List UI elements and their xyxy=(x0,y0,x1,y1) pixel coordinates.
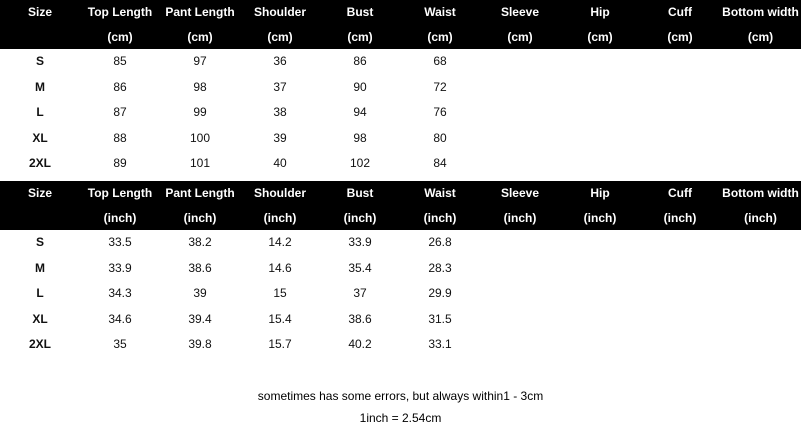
header-hip: Hip xyxy=(590,5,610,19)
cell-hip xyxy=(560,151,640,177)
cell-bottom-width xyxy=(720,151,801,177)
cell-top-length: 34.6 xyxy=(108,311,132,326)
table-row xyxy=(0,151,801,177)
cell-shoulder: 15.4 xyxy=(268,311,292,326)
cell-hip xyxy=(560,281,640,307)
cell-size: L xyxy=(36,105,44,119)
cell-pant-length: 39.8 xyxy=(188,337,212,351)
cell-size: S xyxy=(35,235,44,249)
header-size: Size xyxy=(27,5,52,19)
cell-bottom-width xyxy=(720,126,801,152)
table-row xyxy=(0,307,801,333)
cell-bottom-width xyxy=(720,332,801,358)
cell-bust: 37 xyxy=(353,286,367,300)
cell-waist: 26.8 xyxy=(428,235,452,249)
cell-pant-length: 98 xyxy=(193,79,207,94)
header-row xyxy=(0,181,801,206)
unit-bust: (cm) xyxy=(347,29,373,44)
unit-bottom-width: (cm) xyxy=(747,29,774,44)
cell-bottom-width xyxy=(720,75,801,101)
cell-cuff xyxy=(640,126,720,152)
cell-shoulder: 15 xyxy=(273,286,287,300)
unit-size xyxy=(0,25,80,50)
cell-sleeve xyxy=(480,151,560,177)
header-cuff: Cuff xyxy=(668,186,692,200)
header-sleeve: Sleeve xyxy=(500,5,540,19)
cell-cuff xyxy=(640,281,720,307)
unit-cuff: (inch) xyxy=(663,210,697,225)
cell-sleeve xyxy=(480,307,560,333)
unit-bottom-width: (inch) xyxy=(744,210,777,225)
cell-bust: 94 xyxy=(353,105,367,119)
table-row xyxy=(0,281,801,307)
cell-top-length: 33.9 xyxy=(108,260,132,275)
cell-cuff xyxy=(640,307,720,333)
header-shoulder: Shoulder xyxy=(253,186,306,200)
cell-size: 2XL xyxy=(28,337,51,351)
unit-top-length: (inch) xyxy=(103,210,137,225)
cell-shoulder: 40 xyxy=(273,156,287,170)
cell-waist: 68 xyxy=(433,54,447,68)
cell-waist: 29.9 xyxy=(428,286,452,300)
table-row xyxy=(0,75,801,101)
table-row xyxy=(0,126,801,152)
cell-waist: 28.3 xyxy=(428,260,452,275)
cell-cuff xyxy=(640,256,720,282)
cell-bust: 35.4 xyxy=(348,260,372,275)
cell-size: XL xyxy=(32,130,48,145)
unit-shoulder: (inch) xyxy=(263,210,297,225)
cell-cuff xyxy=(640,75,720,101)
cell-bust: 33.9 xyxy=(348,235,372,249)
cell-sleeve xyxy=(480,75,560,101)
unit-hip: (cm) xyxy=(587,29,613,44)
header-pant-length: Pant Length xyxy=(165,5,235,19)
unit-waist: (inch) xyxy=(423,210,457,225)
cell-shoulder: 39 xyxy=(273,130,287,145)
cell-top-length: 34.3 xyxy=(108,286,132,300)
table-body-cm xyxy=(0,49,801,177)
cell-size: M xyxy=(35,260,45,275)
cell-bust: 86 xyxy=(353,54,367,68)
cell-waist: 84 xyxy=(433,156,447,170)
cell-hip xyxy=(560,49,640,75)
cell-sleeve xyxy=(480,49,560,75)
header-bust: Bust xyxy=(346,186,374,200)
table-row xyxy=(0,100,801,126)
unit-hip: (inch) xyxy=(583,210,617,225)
header-bottom-width: Bottom width xyxy=(722,5,799,19)
unit-shoulder: (cm) xyxy=(267,29,293,44)
cell-pant-length: 39.4 xyxy=(188,311,212,326)
unit-sleeve: (cm) xyxy=(507,29,533,44)
cell-bust: 38.6 xyxy=(348,311,372,326)
header-sleeve: Sleeve xyxy=(500,186,540,200)
cell-sleeve xyxy=(480,100,560,126)
cell-sleeve xyxy=(480,256,560,282)
size-table-inch xyxy=(0,181,801,358)
unit-waist: (cm) xyxy=(427,29,453,44)
cell-bottom-width xyxy=(720,307,801,333)
cell-hip xyxy=(560,307,640,333)
cell-hip xyxy=(560,75,640,101)
unit-pant-length: (inch) xyxy=(183,210,217,225)
cell-bust: 102 xyxy=(349,156,371,170)
cell-pant-length: 38.6 xyxy=(188,260,212,275)
cell-bottom-width xyxy=(720,256,801,282)
cell-sleeve xyxy=(480,281,560,307)
table-row xyxy=(0,49,801,75)
cell-waist: 76 xyxy=(433,105,447,119)
cell-bust: 40.2 xyxy=(348,337,372,351)
header-waist: Waist xyxy=(424,5,456,19)
cell-hip xyxy=(560,126,640,152)
unit-top-length: (cm) xyxy=(107,29,133,44)
cell-shoulder: 14.2 xyxy=(268,235,292,249)
cell-cuff xyxy=(640,332,720,358)
table-row xyxy=(0,256,801,282)
cell-pant-length: 97 xyxy=(193,54,207,68)
header-top-length: Top Length xyxy=(87,186,153,200)
header-bust: Bust xyxy=(346,5,374,19)
table-body-inch xyxy=(0,230,801,358)
unit-cuff: (cm) xyxy=(667,29,693,44)
header-size: Size xyxy=(27,186,52,200)
cell-pant-length: 39 xyxy=(193,286,207,300)
cell-waist: 80 xyxy=(433,130,447,145)
cell-hip xyxy=(560,100,640,126)
unit-sleeve: (inch) xyxy=(503,210,537,225)
cell-sleeve xyxy=(480,230,560,256)
cell-bust: 98 xyxy=(353,130,367,145)
cell-bottom-width xyxy=(720,49,801,75)
cell-waist: 72 xyxy=(433,79,447,94)
inch-conversion-note: 1inch = 2.54cm xyxy=(359,411,442,425)
cell-bottom-width xyxy=(720,281,801,307)
cell-shoulder: 37 xyxy=(273,79,287,94)
cell-size: 2XL xyxy=(28,156,51,170)
cell-cuff xyxy=(640,151,720,177)
cell-waist: 33.1 xyxy=(428,337,452,351)
header-bottom-width: Bottom width xyxy=(722,186,799,200)
header-hip: Hip xyxy=(590,186,610,200)
cell-bust: 90 xyxy=(353,79,367,94)
cell-cuff xyxy=(640,100,720,126)
header-top-length: Top Length xyxy=(87,5,153,19)
header-row xyxy=(0,0,801,25)
table-row xyxy=(0,332,801,358)
header-cuff: Cuff xyxy=(668,5,692,19)
cell-size: S xyxy=(35,54,44,68)
cell-top-length: 85 xyxy=(113,54,127,68)
header-shoulder: Shoulder xyxy=(253,5,306,19)
unit-row xyxy=(0,206,801,231)
cell-shoulder: 15.7 xyxy=(268,337,292,351)
size-table-cm xyxy=(0,0,801,177)
table-row xyxy=(0,230,801,256)
cell-hip xyxy=(560,332,640,358)
cell-sleeve xyxy=(480,332,560,358)
cell-hip xyxy=(560,256,640,282)
cell-size: L xyxy=(36,286,44,300)
cell-hip xyxy=(560,230,640,256)
cell-size: M xyxy=(35,79,45,94)
cell-pant-length: 100 xyxy=(189,130,211,145)
unit-row xyxy=(0,25,801,50)
unit-bust: (inch) xyxy=(343,210,377,225)
measurement-error-note: sometimes has some errors, but always within1 - 3cm xyxy=(257,389,544,403)
cell-top-length: 87 xyxy=(113,105,127,119)
cell-shoulder: 36 xyxy=(273,54,287,68)
cell-top-length: 35 xyxy=(113,337,127,351)
header-pant-length: Pant Length xyxy=(165,186,235,200)
header-waist: Waist xyxy=(424,186,456,200)
unit-size xyxy=(0,206,80,231)
cell-shoulder: 14.6 xyxy=(268,260,292,275)
cell-cuff xyxy=(640,230,720,256)
cell-bottom-width xyxy=(720,230,801,256)
cell-bottom-width xyxy=(720,100,801,126)
cell-size: XL xyxy=(32,311,48,326)
cell-top-length: 88 xyxy=(113,130,127,145)
cell-cuff xyxy=(640,49,720,75)
cell-waist: 31.5 xyxy=(428,311,452,326)
cell-pant-length: 99 xyxy=(193,105,207,119)
cell-top-length: 86 xyxy=(113,79,127,94)
cell-sleeve xyxy=(480,126,560,152)
cell-pant-length: 38.2 xyxy=(188,235,212,249)
cell-shoulder: 38 xyxy=(273,105,287,119)
cell-top-length: 89 xyxy=(113,156,127,170)
cell-pant-length: 101 xyxy=(189,156,211,170)
cell-top-length: 33.5 xyxy=(108,235,132,249)
unit-pant-length: (cm) xyxy=(187,29,213,44)
